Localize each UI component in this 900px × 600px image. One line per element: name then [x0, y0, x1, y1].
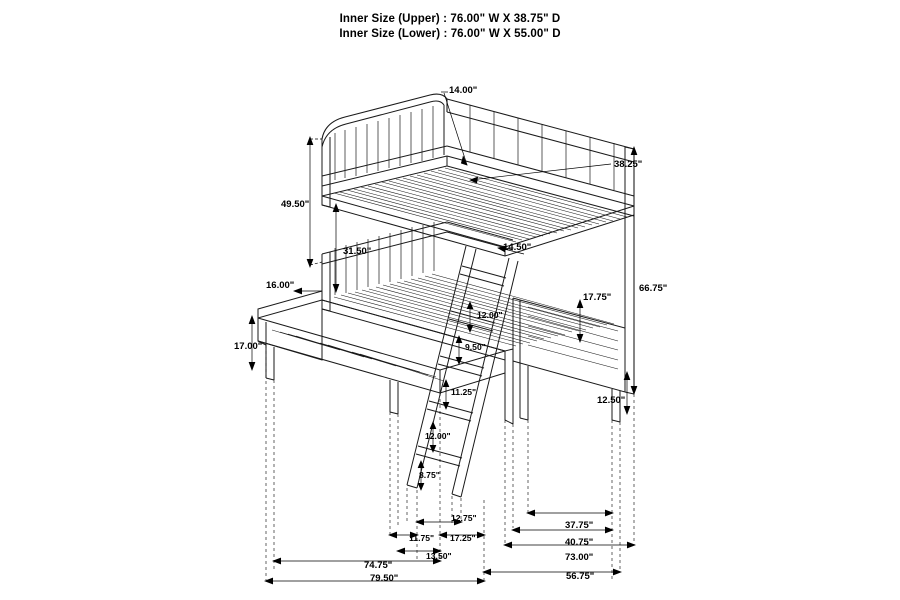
dimension-label-ladder-foot-12-75: 12.75"	[451, 513, 477, 523]
dimension-label-overall-depth-56-75: 56.75"	[566, 571, 595, 582]
dimension-label-ladder-base-17-25: 17.25"	[450, 533, 476, 543]
dimension-label-ladder-span-11-75: 11.75"	[409, 533, 435, 543]
dimension-label-lower-panel-17-75: 17.75"	[583, 292, 612, 303]
dimension-label-ladder-step-12-00-upper: 12.00"	[477, 310, 503, 320]
dimension-label-ladder-step-12-00-lower: 12.00"	[425, 431, 451, 441]
dimension-label-trundle-width-74-75: 74.75"	[364, 560, 393, 571]
dimension-label-overall-upper-49-50: 49.50"	[281, 199, 310, 210]
dimension-label-ladder-step-11-25: 11.25"	[451, 387, 477, 397]
dimension-label-upper-depth-38-25: 38.25"	[614, 159, 643, 170]
dimension-label-ladder-step-9-50: 9.50"	[465, 342, 486, 352]
dimension-label-base-depth-40-75: 40.75"	[565, 537, 594, 548]
inner-size-upper-text: Inner Size (Upper) : 76.00" W X 38.75" D	[339, 13, 561, 25]
dimension-label-upper-deck-31-50: 31.50"	[343, 246, 372, 257]
dimension-label-leg-depth-37-75: 37.75"	[565, 520, 594, 531]
dimension-label-trundle-offset-16-00: 16.00"	[266, 280, 295, 291]
dimension-label-upper-clearance-14-50: 14.50"	[503, 242, 532, 253]
dimension-label-overall-height-66-75: 66.75"	[639, 283, 668, 294]
dimension-label-overall-width-79-50: 79.50"	[370, 573, 399, 584]
dimension-label-upper-rail-height-14: 14.00"	[449, 85, 478, 96]
inner-size-lower-text: Inner Size (Lower) : 76.00" W X 55.00" D	[339, 28, 561, 40]
dimension-label-ladder-foot-13-50: 13.50"	[426, 551, 452, 561]
dimension-label-lower-ground-12-50: 12.50"	[597, 395, 626, 406]
dimension-label-ladder-bottom-8-75: 8.75"	[419, 470, 440, 480]
dimension-label-trundle-height-17-00: 17.00"	[234, 341, 263, 352]
dimension-label-lower-width-73-00: 73.00"	[565, 552, 594, 563]
